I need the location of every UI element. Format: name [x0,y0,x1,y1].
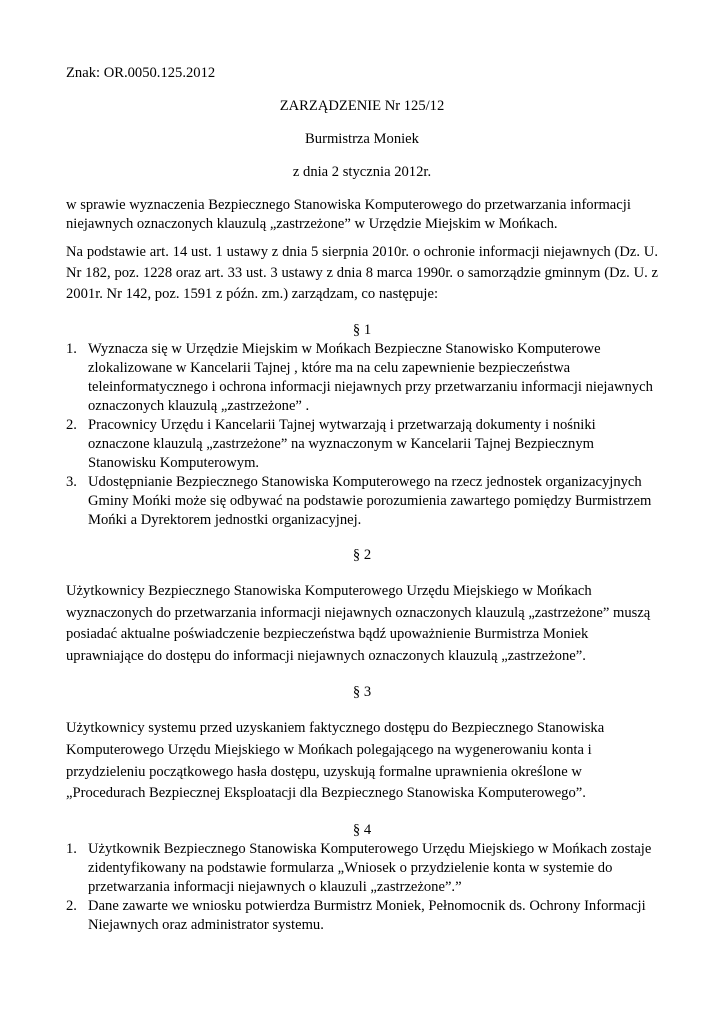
section-4-list [66,840,658,935]
document-sign: Znak: OR.0050.125.2012 [66,65,216,81]
list-item-line: Wyznacza się w Urzędzie Miejskim w Mońkach Bezpieczne Stanowisko Komputerowe [88,341,601,357]
list-item-line: Dane zawarte we wniosku potwierdza Burmistrz Moniek, Pełnomocnik ds. Ochrony Informacji [88,897,646,914]
list-item [66,840,658,897]
subject-line: niejawnych oznaczonych klauzulą „zastrzeżone” w Urzędzie Miejskim w Mońkach. [66,216,558,232]
list-item [66,416,658,473]
list-item-number: 3. [66,474,77,490]
list-item-line: teleinformatycznego i ochrona informacji niejawnych przy przetwarzaniu informacji niejawnych [88,379,653,395]
section-heading: § 3 [352,684,372,701]
section-heading: § 1 [352,322,372,338]
paragraph-line: Użytkownicy systemu przed uzyskaniem faktycznego dostępu do Bezpiecznego Stanowiska [66,720,605,737]
document-page [66,64,658,935]
subject-line: w sprawie wyznaczenia Bezpiecznego Stanowiska Komputerowego do przetwarzania informacji [66,197,631,213]
list-item-line: Pracownicy Urzędu i Kancelarii Tajnej wytwarzają i przetwarzają dokumenty i nośniki [88,417,596,433]
document-issuer: Burmistrza Moniek [305,131,419,147]
list-item-line: Niejawnych oraz administrator systemu. [88,916,324,933]
paragraph-line: Użytkownicy Bezpiecznego Stanowiska Komputerowego Urzędu Miejskiego w Mońkach [66,583,592,599]
list-item-line: Użytkownik Bezpiecznego Stanowiska Komputerowego Urzędu Miejskiego w Mońkach zostaje [88,840,652,857]
paragraph-line: uprawniające do dostępu do informacji niejawnych oznaczonych klauzulą „zastrzeżone”. [66,647,586,664]
paragraph-line: posiadać aktualne poświadczenie bezpieczeństwa bądź upoważnienie Burmistrza Moniek [66,626,589,643]
list-item [66,340,658,416]
list-item [66,473,658,530]
paragraph-line: przydzieleniu początkowego hasła dostępu, uzyskują formalne uprawnienia określone w [66,763,582,780]
list-item [66,897,658,935]
list-item-line: Mońki a Dyrektorem jednostki organizacyjnej. [88,512,362,528]
document-subject [66,196,658,234]
paragraph-line: Komputerowego Urzędu Miejskiego w Mońkach polegającego na wygenerowaniu konta i [66,741,592,758]
list-item-line: przetwarzania informacji niejawnych o klauzuli „zastrzeżone”.” [88,878,462,895]
list-item-line: zidentyfikowany na podstawie formularza „Wniosek o przydzielenie konta w systemie do [88,859,613,876]
list-item-line: Gminy Mońki może się odbywać na podstawie porozumienia zawartego pomiędzy Burmistrzem [88,493,652,509]
list-item-line: oznaczonych klauzulą „zastrzeżone” . [88,398,310,414]
list-item-line: Stanowisku Komputerowym. [88,455,260,471]
section-2-paragraph [66,581,658,667]
section-heading: § 4 [352,821,372,838]
list-item-number: 1. [66,840,77,857]
list-item-line: oznaczone klauzulą „zastrzeżone” na wyznaczonym w Kancelarii Tajnej Bezpiecznym [88,436,594,452]
legal-basis: Na podstawie art. 14 ust. 1 ustawy z dnia 5 sierpnia 2010r. o ochronie informacji niejawnych (Dz. U. Nr 182, poz. 1228 oraz art. 33 ust. 3 ustawy z dnia 8 marca 1990r. o samorządzie gminnym (Dz. U. z 2001r. Nr 142, poz. 1591 z późn. zm.) zarządzam, co następuje: [66,244,658,302]
list-item-line: Udostępnianie Bezpiecznego Stanowiska Komputerowego na rzecz jednostek organizacyjnych [88,474,642,490]
list-item-number: 1. [66,341,77,357]
document-date: z dnia 2 stycznia 2012r. [292,164,432,180]
list-item-line: zlokalizowane w Kancelarii Tajnej , które ma na celu zapewnienie bezpieczeństwa [88,360,571,376]
paragraph-line: „Procedurach Bezpiecznej Eksploatacji dla Bezpiecznego Stanowiska Komputerowego”. [66,785,586,802]
section-heading: § 2 [352,547,372,563]
paragraph-line: wyznaczonych do przetwarzania informacji niejawnych oznaczonych klauzulą „zastrzeżone” muszą [66,604,651,621]
section-3-paragraph [66,718,658,804]
list-item-number: 2. [66,897,77,914]
section-1-list [66,340,658,530]
list-item-number: 2. [66,417,77,433]
document-title: ZARZĄDZENIE Nr 125/12 [279,98,445,114]
